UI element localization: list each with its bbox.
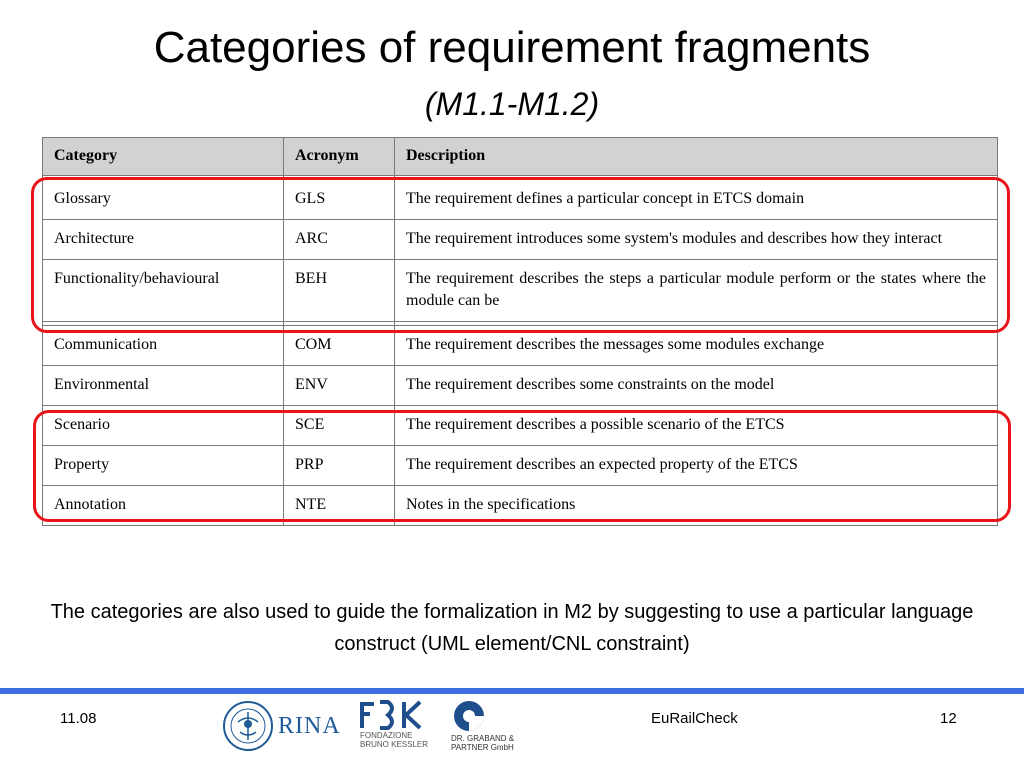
cell-category: Architecture bbox=[43, 220, 284, 260]
cell-acronym: BEH bbox=[284, 260, 395, 322]
cell-category: Scenario bbox=[43, 406, 284, 446]
footer-date: 11.08 bbox=[60, 710, 97, 727]
table-row bbox=[43, 486, 998, 526]
table-row bbox=[43, 406, 998, 446]
table-row bbox=[43, 180, 998, 220]
cell-description: The requirement describes a possible scenario of the ETCS bbox=[395, 406, 998, 446]
cell-description: The requirement describes the messages some modules exchange bbox=[395, 326, 998, 366]
slide-note: The categories are also used to guide the formalization in M2 by suggesting to use a particular language construct (UML element/CNL constraint) bbox=[50, 601, 974, 655]
fbk-logo-icon bbox=[360, 700, 424, 730]
graband-logo-text: DR. GRABAND & PARTNER GmbH bbox=[451, 734, 515, 752]
cell-category: Property bbox=[43, 446, 284, 486]
footer-rule bbox=[0, 688, 1024, 694]
fbk-logo-text: FONDAZIONE BRUNO KESSLER bbox=[360, 731, 429, 749]
table-row bbox=[43, 326, 998, 366]
slide-subtitle: (M1.1-M1.2) bbox=[424, 86, 600, 122]
cell-category: Annotation bbox=[43, 486, 284, 526]
footer-project-name: EuRailCheck bbox=[651, 710, 738, 727]
cell-category: Functionality/behavioural bbox=[43, 260, 284, 322]
table-row bbox=[43, 366, 998, 406]
cell-acronym: COM bbox=[284, 326, 395, 366]
header-description: Description bbox=[395, 138, 998, 176]
cell-acronym: ENV bbox=[284, 366, 395, 406]
cell-category: Environmental bbox=[43, 366, 284, 406]
rina-seal-icon bbox=[222, 700, 274, 752]
header-category: Category bbox=[43, 138, 284, 176]
table-row bbox=[43, 260, 998, 322]
header-acronym: Acronym bbox=[284, 138, 395, 176]
cell-acronym: PRP bbox=[284, 446, 395, 486]
table-row bbox=[43, 446, 998, 486]
cell-description: The requirement describes an expected property of the ETCS bbox=[395, 446, 998, 486]
rina-logo-text: RINA bbox=[278, 713, 341, 739]
footer-page-number: 12 bbox=[940, 710, 957, 727]
slide-title: Categories of requirement fragments bbox=[153, 23, 871, 72]
table-row bbox=[43, 220, 998, 260]
cell-description: The requirement describes the steps a particular module perform or the states where the module can be bbox=[395, 260, 998, 322]
cell-category: Glossary bbox=[43, 180, 284, 220]
graband-logo-icon bbox=[451, 699, 487, 733]
cell-description: The requirement introduces some system's modules and describes how they interact bbox=[395, 220, 998, 260]
cell-description: The requirement describes some constraints on the model bbox=[395, 366, 998, 406]
table-header-row bbox=[43, 138, 998, 176]
cell-category: Communication bbox=[43, 326, 284, 366]
cell-acronym: SCE bbox=[284, 406, 395, 446]
categories-table bbox=[42, 137, 998, 526]
cell-acronym: GLS bbox=[284, 180, 395, 220]
cell-acronym: ARC bbox=[284, 220, 395, 260]
cell-description: Notes in the specifications bbox=[395, 486, 998, 526]
cell-description: The requirement defines a particular concept in ETCS domain bbox=[395, 180, 998, 220]
cell-acronym: NTE bbox=[284, 486, 395, 526]
